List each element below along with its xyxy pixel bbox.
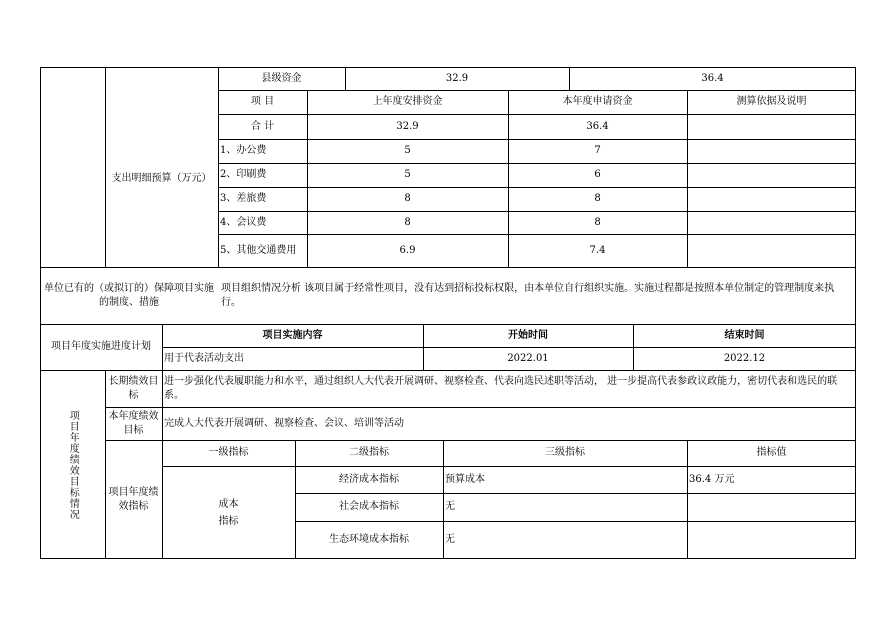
guarantee-label: 单位已有的（或拟订的）保障项目实施的制度、措施 xyxy=(44,283,214,308)
ind-row-l3: 无 xyxy=(445,533,455,545)
expense-total-label: 合 计 xyxy=(250,120,275,132)
expense-row-prev: 8 xyxy=(404,216,411,228)
expense-row-label: 3、差旅费 xyxy=(220,193,267,205)
expense-row-label: 2、印刷费 xyxy=(220,169,267,181)
county-funds-label: 县级资金 xyxy=(261,72,302,84)
annual-label: 本年度绩效目标 xyxy=(108,411,159,436)
ind-l1-value: 成本 指标 xyxy=(218,498,239,527)
expense-header-item: 项 目 xyxy=(250,96,275,108)
schedule-header-end: 结束时间 xyxy=(724,329,765,341)
expense-header-basis: 测算依据及说明 xyxy=(736,96,807,108)
expense-row-curr: 7.4 xyxy=(589,244,606,256)
indicator-label: 项目年度绩效指标 xyxy=(108,487,159,512)
schedule-header-start: 开始时间 xyxy=(508,329,548,341)
county-funds-prev: 32.9 xyxy=(445,72,469,84)
expense-row-prev: 5 xyxy=(404,145,411,157)
annual-text: 完成人大代表开展调研、视察检查、会议、培训等活动 xyxy=(164,417,404,429)
expense-row-label: 5、其他交通费用 xyxy=(220,244,297,256)
schedule-start: 2022.01 xyxy=(507,352,549,364)
county-funds-curr: 36.4 xyxy=(701,72,724,84)
ind-header-l1: 一级指标 xyxy=(208,447,249,459)
ind-row-l2: 社会成本指标 xyxy=(339,501,399,513)
expense-row-curr: 8 xyxy=(594,193,601,205)
ind-row-l2: 经济成本指标 xyxy=(339,473,399,485)
expense-row-prev: 6.9 xyxy=(399,244,416,256)
expense-row-prev: 5 xyxy=(404,169,411,181)
long-term-text: 进一步强化代表履职能力和水平，通过组织人大代表开展调研、视察检查、代表向选民述职等活动， 进一步提高代表参政议政能力，密切代表和选民的联系。 xyxy=(164,376,838,401)
ind-row-l3: 预算成本 xyxy=(445,473,485,485)
expense-header-prev: 上年度安排资金 xyxy=(372,96,443,108)
ind-row-val xyxy=(687,493,856,521)
schedule-label: 项目年度实施进度计划 xyxy=(51,341,151,353)
schedule-end: 2022.12 xyxy=(723,352,766,364)
expense-total-curr: 36.4 xyxy=(586,120,609,132)
ind-row-l3: 无 xyxy=(445,501,455,513)
ind-row-val xyxy=(687,521,856,558)
expense-row-prev: 8 xyxy=(404,193,411,205)
expense-row-curr: 7 xyxy=(594,145,601,157)
ind-row-val: 36.4 万元 xyxy=(689,473,735,485)
goals-section-label xyxy=(40,370,105,559)
schedule-content: 用于代表活动支出 xyxy=(164,352,244,364)
guarantee-text: 项目组织情况分析 该项目属于经常性项目，没有达到招标投标权限，由本单位自行组织实施。实施过程都是按照本单位制定的管理制度来执行。 xyxy=(221,283,835,308)
expense-section-label: 支出明细预算（万元） xyxy=(111,172,212,184)
ind-header-l3: 三级指标 xyxy=(545,447,585,459)
long-term-label: 长期绩效目标 xyxy=(108,376,159,401)
expense-row-label: 1、办公费 xyxy=(220,145,267,157)
ind-row-l2: 生态环境成本指标 xyxy=(329,533,409,545)
expense-row-curr: 8 xyxy=(594,216,601,228)
expense-header-curr: 本年度申请资金 xyxy=(562,96,633,108)
expense-total-prev: 32.9 xyxy=(396,120,419,132)
expense-row-label: 4、会议费 xyxy=(220,216,267,228)
schedule-header-content: 项目实施内容 xyxy=(262,329,323,341)
ind-header-l2: 二级指标 xyxy=(349,447,389,459)
goals-section-label-text: 项目年度绩效目标情况 xyxy=(67,409,79,520)
expense-row-curr: 6 xyxy=(594,169,601,181)
ind-header-val: 指标值 xyxy=(756,447,787,459)
